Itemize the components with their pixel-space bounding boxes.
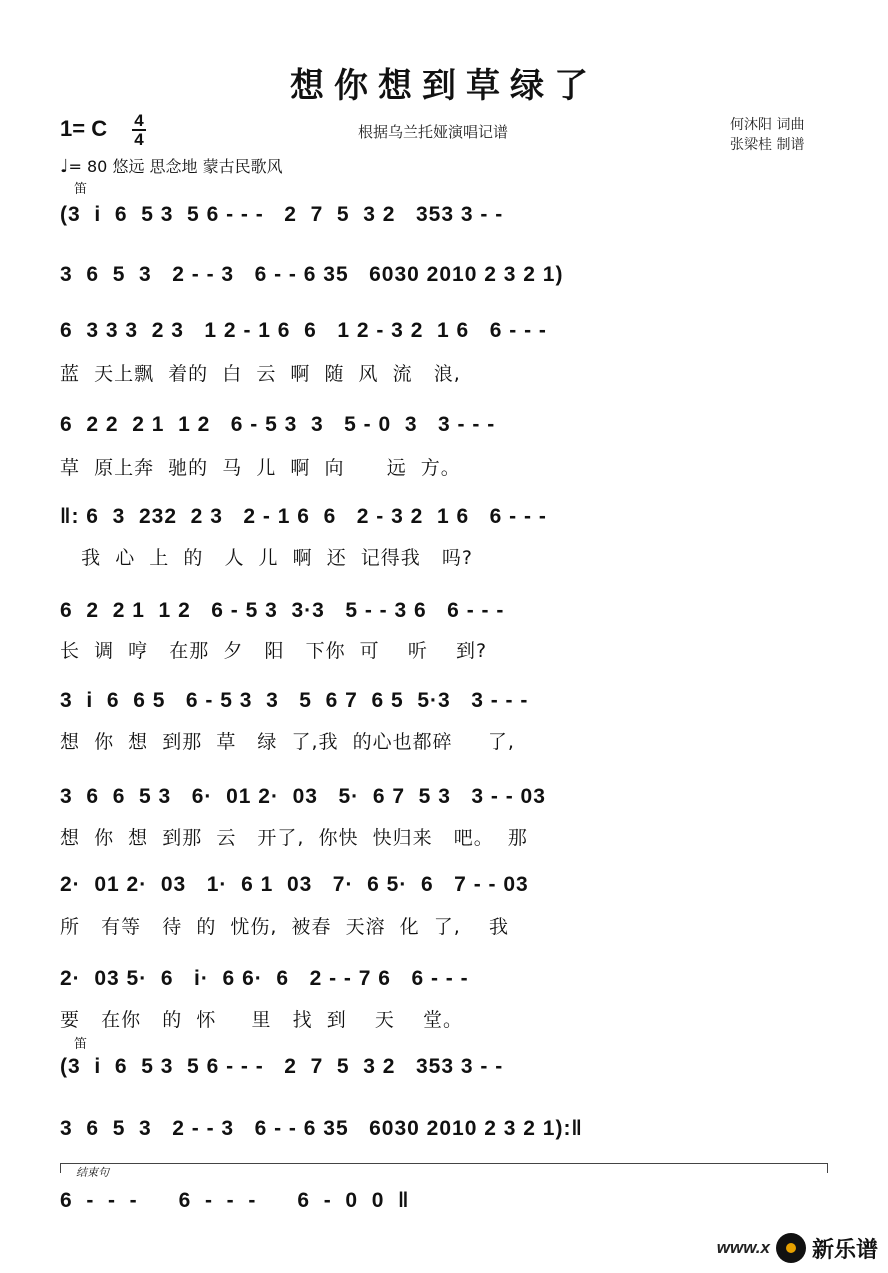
tempo-marking [60,154,283,177]
lyric-line: 想 你 想 到那 云 开了, 你快 快归来 吧。 那 [60,827,528,849]
lyric-line: 想 你 想 到那 草 绿 了,我 的心也都碎 了, [60,731,515,753]
instrument-label: 笛 [74,182,88,197]
quarter-note-icon: ♩ [60,156,69,177]
score-row [60,200,840,230]
watermark [717,1231,878,1265]
page-title: 想你想到草绿了 [290,66,598,106]
time-signature-bottom: 4 [134,130,144,149]
score-row [60,1114,840,1144]
notation-line: 2· 03 5· 6 i· 6 6· 6 2 - - 7 6 6 - - - [60,967,469,990]
score-row [60,260,840,290]
score-row [60,870,840,900]
notation-line: 2· 01 2· 03 1· 6 1 03 7· 6 5· 6 7 - - 03 [60,873,529,896]
score-row [60,502,840,532]
key-signature: 1= C [60,116,108,141]
score-row [60,686,840,716]
watermark-name: 新乐谱 [811,1237,878,1263]
notation-line: 3 i 6 6 5 6 - 5 3 3 5 6 7 6 5 5·3 3 - - - [60,689,529,712]
coda-bracket-left [60,1163,61,1173]
lyric-line: 蓝 天上飘 着的 白 云 啊 随 风 流 浪, [60,363,461,385]
lyric-line: 要 在你 的 怀 里 找 到 天 堂。 [60,1009,464,1031]
subtitle: 根据乌兰托娅演唱记谱 [358,123,509,141]
time-signature [132,112,146,148]
notation-line: 6 2 2 2 1 1 2 6 - 5 3 3 5 - 0 3 3 - - - [60,413,496,436]
notation-line: (3 i 6 5 3 5 6 - - - 2 7 5 3 2 353 3 - - [60,203,504,226]
time-signature-top: 4 [134,111,144,130]
tempo-value: = 80 [68,157,108,176]
style-text: 悠远 思念地 蒙古民歌风 [112,157,283,176]
coda-bracket-right [827,1163,828,1173]
notation-line: 6 2 2 1 1 2 6 - 5 3 3·3 5 - - 3 6 6 - - - [60,599,505,622]
lyric-line: 草 原上奔 驰的 马 儿 啊 向 远 方。 [60,457,461,479]
watermark-url: www.x [716,1238,770,1257]
score-row [60,316,840,346]
notation-line: 6 3 3 3 2 3 1 2 - 1 6 6 1 2 - 3 2 1 6 6 - - - [60,319,547,342]
notation-line: 3 6 5 3 2 - - 3 6 - - 6 35 6030 2010 2 3 2 1) [60,263,564,286]
notation-line: 6 - - - 6 - - - 6 - 0 0 ‖ [60,1189,410,1212]
lyric-line: 长 调 哼 在那 夕 阳 下你 可 听 到? [60,640,488,662]
score-row [60,596,840,626]
notation-line: (3 i 6 5 3 5 6 - - - 2 7 5 3 2 353 3 - - [60,1055,504,1078]
score-row [60,964,840,994]
vinyl-record-icon [776,1233,806,1263]
notation-line: 3 6 6 5 3 6· 01 2· 03 5· 6 7 5 3 3 - - 03 [60,785,546,808]
notation-line: 3 6 5 3 2 - - 3 6 - - 6 35 6030 2010 2 3 2 1):‖ [60,1117,583,1140]
score-row [60,1052,840,1082]
credit-lyrics-music: 何沐阳 词曲 [730,117,805,133]
coda-bracket [60,1163,828,1164]
lyric-line: 我 心 上 的 人 儿 啊 还 记得我 吗? [60,547,473,569]
notation-line: ‖: 6 3 232 2 3 2 - 1 6 6 2 - 3 2 1 6 6 - - - [60,505,547,528]
lyric-line: 所 有等 待 的 忧伤, 被春 天溶 化 了, 我 [60,916,509,938]
score-row [60,782,840,812]
instrument-label: 笛 [74,1037,88,1052]
score-row [60,410,840,440]
coda-label: 结束句 [76,1166,109,1179]
credit-arranger: 张梁桂 制谱 [730,137,805,153]
score-row [60,1186,840,1216]
